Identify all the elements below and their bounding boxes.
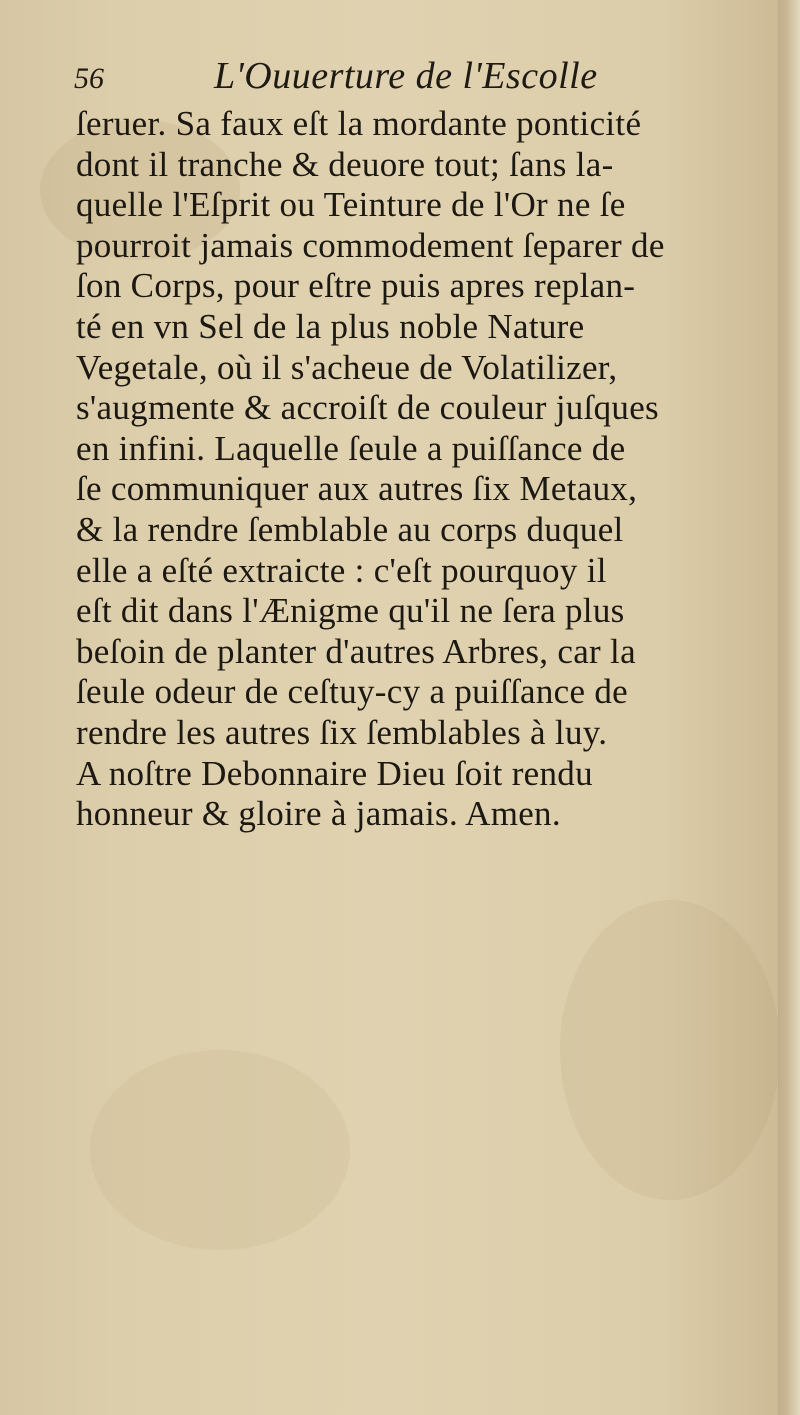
page-edge xyxy=(778,0,800,1415)
text-line: ſeruer. Sa faux eſt la mordante ponticité xyxy=(76,104,642,143)
text-line: honneur & gloire à jamais. Amen. xyxy=(76,794,561,834)
page-header xyxy=(74,46,714,106)
body-text xyxy=(76,104,756,835)
text-line: Vegetale, où il s'acheue de Volatilizer, xyxy=(76,347,618,387)
page-number: 56 xyxy=(74,62,104,95)
text-line: ſeule odeur de ceſtuy-cy a puiſſance de xyxy=(76,672,628,712)
text-line: té en vn Sel de la plus noble Nature xyxy=(76,306,585,346)
text-line: quelle l'Eſprit ou Teinture de l'Or ne ſe xyxy=(76,185,626,225)
running-title: L'Ouuerture de l'Escolle xyxy=(214,55,598,97)
text-line: en infini. Laquelle ſeule a puiſſance de xyxy=(76,428,626,468)
text-line: dont il tranche & deuore tout; ſans la- xyxy=(76,144,614,184)
text-line: A noſtre Debonnaire Dieu ſoit rendu xyxy=(76,753,593,793)
text-line: & la rendre ſemblable au corps duquel xyxy=(76,509,624,549)
text-line: elle a eſté extraicte : c'eſt pourquoy il xyxy=(76,550,607,590)
text-line: s'augmente & accroiſt de couleur juſques xyxy=(76,388,659,428)
text-line: ſon Corps, pour eſtre puis apres replan- xyxy=(76,266,636,306)
text-line: eſt dit dans l'Ænigme qu'il ne ſera plus xyxy=(76,591,625,631)
text-line: ſe communiquer aux autres ſix Metaux, xyxy=(76,469,638,509)
text-line: rendre les autres ſix ſemblables à luy. xyxy=(76,712,608,752)
text-line: pourroit jamais commodement ſeparer de xyxy=(76,225,665,265)
text-line: beſoin de planter d'autres Arbres, car la xyxy=(76,631,636,671)
paper-stain xyxy=(560,900,778,1200)
paper-stain xyxy=(90,1050,350,1250)
